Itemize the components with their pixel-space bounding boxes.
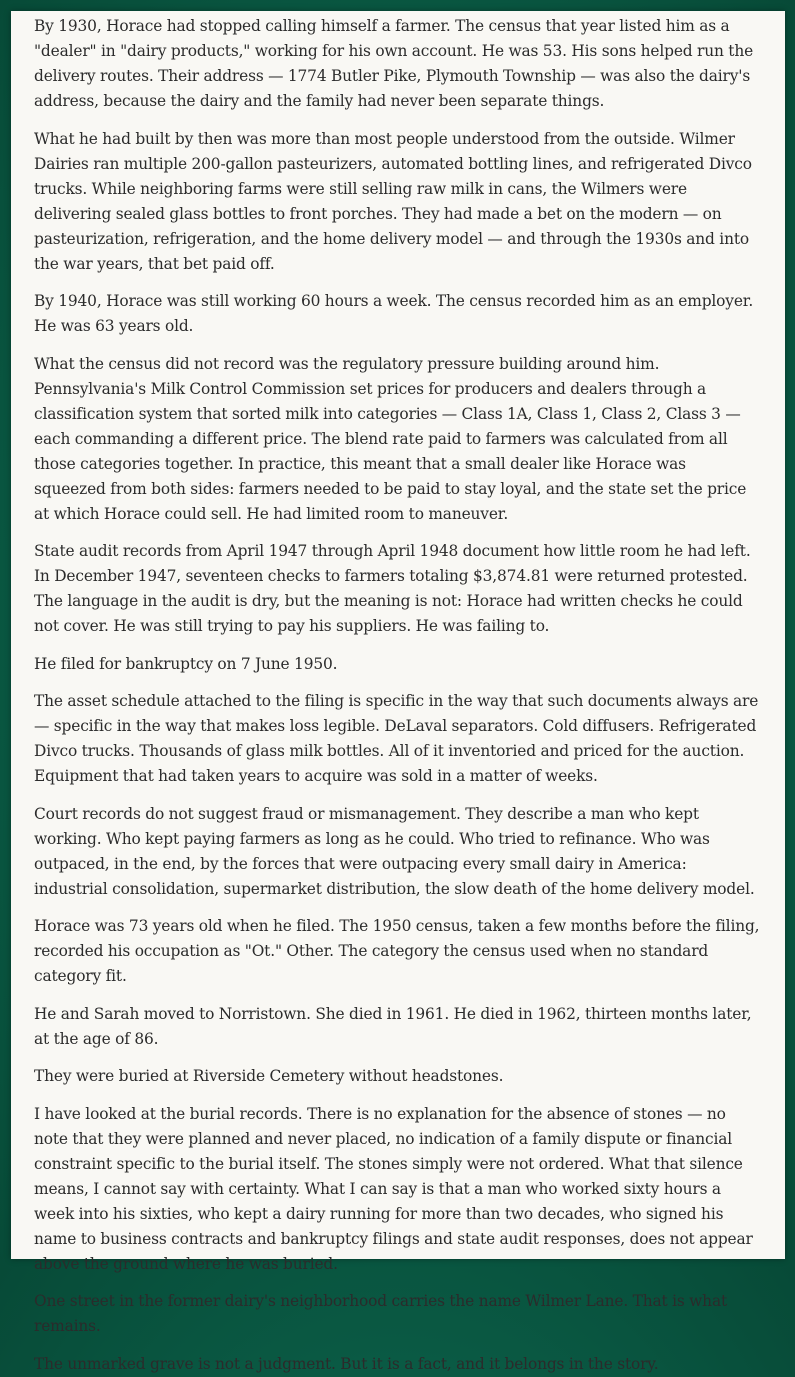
paragraph: He filed for bankruptcy on 7 June 1950. [34,654,338,673]
document-page [11,11,785,1373]
paragraph: What the census did not record was the regulatory pressure building around him. Pennsylvania's Milk Control Commission set prices for producers and dealers through a classification system that sorted milk into categories — Class 1A, Class 1, Class 2, Class 3 — each commanding a different price. The blend rate paid to farmers was calculated from all those categories together. In practice, this meant that a small dealer like Horace was squeezed from both sides: farmers needed to be paid to stay loyal, and the state set the price at which Horace could sell. He had limited room to maneuver. [34,354,747,523]
paragraph: One street in the former dairy's neighborhood carries the name Wilmer Lane. That is what remains. [34,1292,727,1335]
paragraph: The asset schedule attached to the filing is specific in the way that such documents always are — specific in the way that makes loss legible. DeLaval separators. Cold diffusers. Refrigerated Divco trucks. Thousands of glass milk bottles. All of it inventoried and priced for the auction. Equipment that had taken years to acquire was sold in a matter of weeks. [34,692,759,785]
paragraph: State audit records from April 1947 through April 1948 document how little room he had left. In December 1947, seventeen checks to farmers totaling $3,874.81 were returned protested. The language in the audit is dry, but the meaning is not: Horace had written checks he could not cover. He was still trying to pay his suppliers. He was failing to. [34,542,751,635]
paragraph: By 1930, Horace had stopped calling himself a farmer. The census that year listed him as a "dealer" in "dairy products," working for his own account. He was 53. His sons helped run the delivery routes. Their address — 1774 Butler Pike, Plymouth Township — was also the dairy's address, because the dairy and the family had never been separate things. [34,17,754,110]
paragraph: The unmarked grave is not a judgment. But it is a fact, and it belongs in the story. [34,1354,659,1373]
paragraph: What he had built by then was more than most people understood from the outside. Wilmer Dairies ran multiple 200-gallon pasteurizers, automated bottling lines, and refrigerated Divco trucks. While neighboring farms were still selling raw milk in cans, the Wilmers were delivering sealed glass bottles to front porches. They had made a bet on the modern — on pasteurization, refrigeration, and the home delivery model — and through the 1930s and into the war years, that bet paid off. [34,129,752,273]
paragraph: Horace was 73 years old when he filed. The 1950 census, taken a few months before the filing, recorded his occupation as "Ot." Other. The category the census used when no standard category fit. [34,917,760,985]
paragraph: They were buried at Riverside Cemetery without headstones. [34,1067,504,1085]
paragraph: By 1940, Horace was still working 60 hours a week. The census recorded him as an employer. He was 63 years old. [34,292,754,335]
paragraph: He and Sarah moved to Norristown. She died in 1961. He died in 1962, thirteen months later, at the age of 86. [34,1004,752,1048]
paragraph: I have looked at the burial records. There is no explanation for the absence of stones — no note that they were planned and never placed, no indication of a family dispute or financial constraint specific to the burial itself. The stones simply were not ordered. What that silence means, I cannot say with certainty. What I can say is that a man who worked sixty hours a week into his sixties, who kept a dairy running for more than two decades, who signed his name to business contracts and bankruptcy filings and state audit responses, does not appear above the ground where he was buried. [34,1104,753,1273]
paragraph: Court records do not suggest fraud or mismanagement. They describe a man who kept working. Who kept paying farmers as long as he could. Who tried to refinance. Who was outpaced, in the end, by the forces that were outpacing every small dairy in America: industrial consolidation, supermarket distribution, the slow death of the home delivery model. [34,804,755,898]
